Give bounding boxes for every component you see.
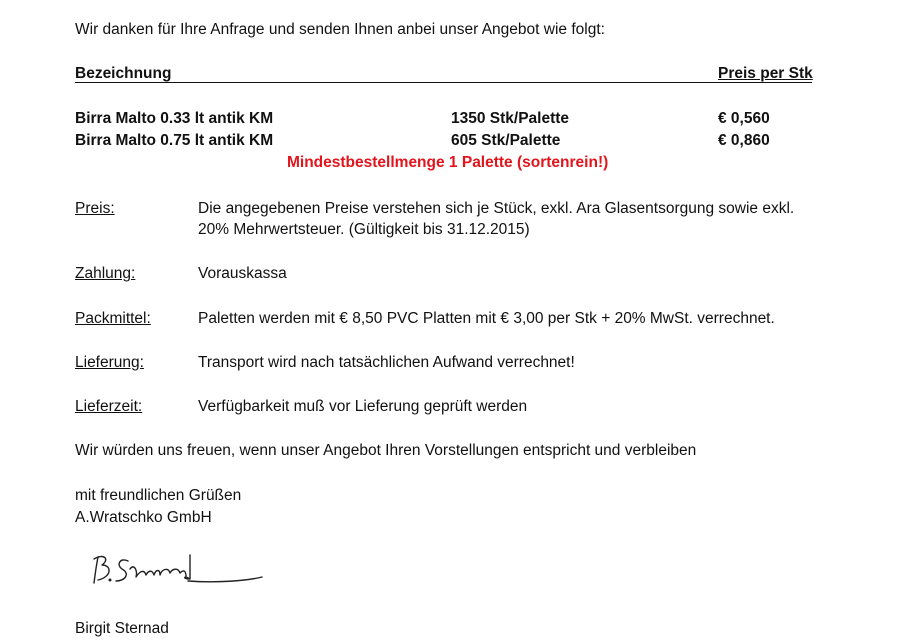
term-label-delivery: Lieferung: <box>75 354 144 371</box>
term-label-packaging: Packmittel: <box>75 310 151 327</box>
greeting: mit freundlichen Grüßen <box>75 487 242 504</box>
term-text-delivery-time: Verfügbarkeit muß vor Lieferung geprüft werden <box>198 398 528 415</box>
signer-name: Birgit Sternad <box>75 620 169 637</box>
term-label-price: Preis: <box>75 200 115 217</box>
handwritten-signature <box>86 549 266 595</box>
product-price: € 0,860 <box>718 132 770 149</box>
product-name: Birra Malto 0.75 lt antik KM <box>75 132 274 149</box>
product-quantity: 1350 Stk/Palette <box>451 110 570 127</box>
minimum-order-note: Mindestbestellmenge 1 Palette (sortenrein!) <box>287 154 609 171</box>
product-name: Birra Malto 0.33 lt antik KM <box>75 110 274 127</box>
term-label-payment: Zahlung: <box>75 265 136 282</box>
term-text-delivery: Transport wird nach tatsächlichen Aufwand verrechnet! <box>198 354 575 371</box>
header-underline <box>75 82 812 83</box>
intro-text: Wir danken für Ihre Anfrage und senden Ihnen anbei unser Angebot wie folgt: <box>75 21 605 38</box>
product-price: € 0,560 <box>718 110 770 127</box>
product-quantity: 605 Stk/Palette <box>451 132 561 149</box>
company-name: A.Wratschko GmbH <box>75 509 212 526</box>
column-header-price: Preis per Stk <box>718 65 813 82</box>
term-text-price: 20% Mehrwertsteuer. (Gültigkeit bis 31.12.2015) <box>198 221 530 238</box>
term-text-packaging: Paletten werden mit € 8,50 PVC Platten mit € 3,00 per Stk + 20% MwSt. verrechnet. <box>198 310 775 327</box>
term-text-payment: Vorauskassa <box>198 265 287 282</box>
column-header-description: Bezeichnung <box>75 65 172 82</box>
term-text-price: Die angegebenen Preise verstehen sich je Stück, exkl. Ara Glasentsorgung sowie exkl. <box>198 200 795 217</box>
closing-sentence: Wir würden uns freuen, wenn unser Angebot Ihren Vorstellungen entspricht und verbleiben <box>75 442 697 459</box>
term-label-delivery-time: Lieferzeit: <box>75 398 143 415</box>
